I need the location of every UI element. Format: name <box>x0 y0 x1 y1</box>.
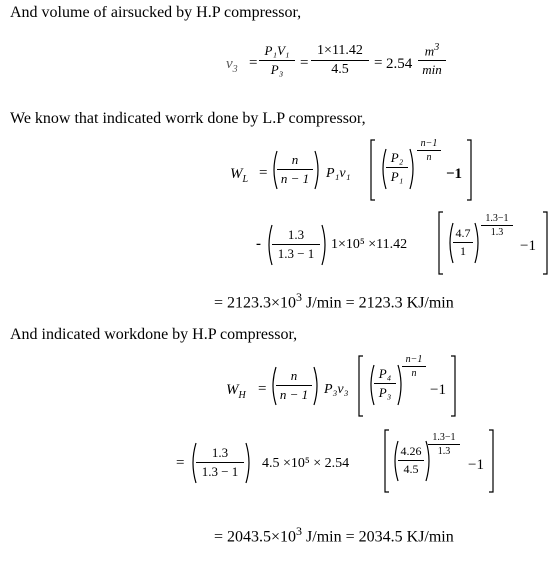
eq1-fraction-1: P₁V₁ P₃ <box>259 43 295 78</box>
eq1-lhs: v <box>226 56 233 72</box>
eq5-k-fraction: 1.3 1.3 − 1 <box>196 445 244 480</box>
result-hp-work: = $2043.5\times 10^3$ J/min = 2034.5 KJ/min <box>214 524 454 546</box>
result-lp-work: = $2123.3\times 10^3$ J/min = 2123.3 KJ/min <box>214 290 454 312</box>
eq4-n-fraction: n n − 1 <box>276 368 312 403</box>
intro-line-lp-work: We know that indicated worrk done by L.P compressor, <box>10 110 366 127</box>
eq4-pressure-ratio: P₄ P₃ <box>374 366 396 401</box>
eq2-pv: P₁v₁ <box>326 166 351 181</box>
eq2-n-fraction: n n − 1 <box>277 152 313 187</box>
eq2-minus-one: −1 <box>446 166 463 182</box>
eq4-pv: P₃v₃ <box>324 382 349 397</box>
eq5-minus-one: −1 <box>468 457 484 473</box>
eq1-lhs-sub: 3 <box>232 64 238 75</box>
eq1-result: 2.54 <box>386 56 413 72</box>
left-bracket <box>370 140 376 200</box>
eq5-pressure-ratio: 4.26 4.5 <box>398 444 424 477</box>
eq4-minus-one: −1 <box>430 382 446 398</box>
eq3-minus-one: −1 <box>520 238 536 254</box>
eq4-exponent: n−1 n <box>402 354 426 379</box>
right-paren <box>313 150 321 190</box>
eq5-exponent: 1.3−1 1.3 <box>428 432 460 457</box>
eq2-exponent: n−1 n <box>417 138 441 163</box>
eq2-pressure-ratio: P₂ P₁ <box>386 150 408 185</box>
eq5-middle-terms: 4.5 ×10⁵ × 2.54 <box>262 456 350 471</box>
eq3-pressure-ratio: 4.7 1 <box>453 226 473 259</box>
eq3-exponent: 1.3−1 1.3 <box>481 213 513 238</box>
intro-line-hp-work: And indicated workdone by H.P compressor, <box>10 326 298 343</box>
eq3-k-fraction: 1.3 1.3 − 1 <box>272 227 320 262</box>
eq1-unit: $m^3$ min <box>418 42 446 78</box>
intro-line-volume: And volume of airsucked by H.P compressor, <box>10 4 302 21</box>
right-bracket <box>466 140 472 200</box>
eq1-fraction-2: 1×11.42 4.5 <box>311 43 369 78</box>
eq3-middle-terms: 1×10⁵ ×11.42 <box>331 237 408 252</box>
